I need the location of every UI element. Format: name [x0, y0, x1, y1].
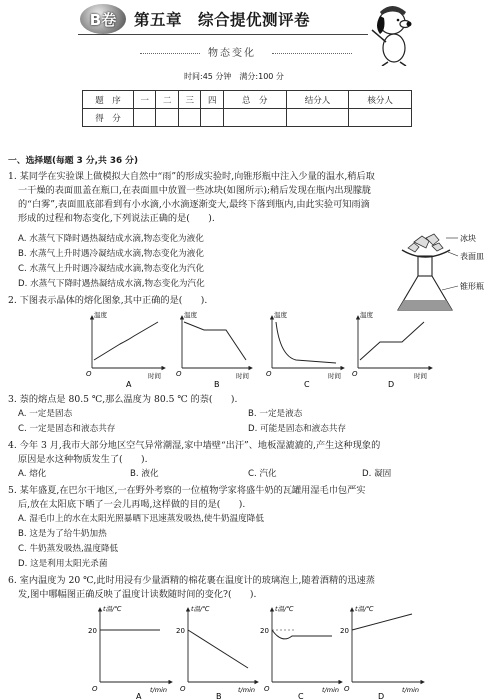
- score-input-scorer[interactable]: [286, 109, 349, 127]
- q5-option-b[interactable]: B. 这是为了给牛奶加热: [18, 529, 107, 539]
- label-watch-glass: 表面皿: [460, 252, 484, 261]
- q6-graph-d[interactable]: [340, 605, 424, 699]
- q2-stem: 2. 下图表示晶体的熔化图象,其中正确的是( ).: [8, 295, 208, 306]
- q2-d-curve: [360, 322, 424, 360]
- q2-a-xlabel: 时间: [148, 372, 161, 380]
- q2-d-letter: D: [388, 380, 395, 389]
- page-subtitle: 物态变化: [208, 48, 256, 59]
- score-input-1[interactable]: [134, 109, 156, 127]
- label-ice: 冰块: [460, 234, 476, 243]
- q2-a-origin: O: [86, 370, 92, 378]
- q6-line-2: 发,图中哪幅图正确反映了温度计读数随时间的变化?( ).: [18, 589, 257, 600]
- subtitle-dots-left: [140, 53, 200, 54]
- q2-d-xlabel: 时间: [414, 372, 427, 380]
- q2-d-origin: O: [352, 370, 358, 378]
- score-cell-checker: 核分人: [349, 91, 412, 109]
- q6-c-ylabel: t温/℃: [275, 605, 294, 613]
- q6-a-letter: A: [136, 692, 142, 699]
- score-cell-1: 一: [134, 91, 156, 109]
- q5-line-2: 后,放在太阳底下晒了一会儿再喝,这样做的目的是( ).: [18, 499, 246, 510]
- q5-line-1: 5. 某年盛夏,在巴尔干地区,一在野外考察的一位植物学家将盛牛奶的瓦罐用湿毛巾包严实: [8, 485, 366, 496]
- score-table: [82, 90, 412, 127]
- q5-option-d[interactable]: D. 这是利用太阳光杀菌: [18, 559, 108, 569]
- q2-a-curve: [94, 322, 158, 360]
- q4-option-c[interactable]: C. 汽化: [248, 469, 277, 479]
- q1-option-d[interactable]: D. 水蒸气下降时遇热凝结成水滴,物态变化为汽化: [18, 279, 205, 289]
- q4-option-d[interactable]: D. 凝固: [362, 469, 392, 479]
- q1-option-c[interactable]: C. 水蒸气上升时遇冷凝结成水滴,物态变化为汽化: [18, 264, 205, 274]
- q1-line-2: 一干燥的表面皿盖在瓶口,在表面皿中放置一些冰块(如图所示);稍后发现在瓶内出现朦胧: [18, 185, 372, 196]
- q6-graph-c[interactable]: [260, 605, 342, 699]
- score-cell-label: 题 序: [83, 91, 134, 109]
- q6-graphs: [0, 600, 491, 699]
- q6-a-ylabel: t温/℃: [103, 605, 122, 613]
- section-heading: 一、选择题(每题 3 分,共 36 分): [8, 156, 138, 166]
- q2-graphs: [0, 308, 491, 390]
- q3-option-d[interactable]: D. 可能是固态和液态共存: [248, 424, 347, 434]
- q2-b-origin: O: [176, 370, 182, 378]
- score-cell-scorer: 结分人: [286, 91, 349, 109]
- score-cell-3: 三: [178, 91, 200, 109]
- score-input-3[interactable]: [178, 109, 200, 127]
- score-row-label: 得 分: [83, 109, 134, 127]
- q6-b-xlabel: t/min: [238, 686, 255, 694]
- volume-badge: [80, 4, 126, 34]
- q1-line-3: 的“白雾”,表面皿底部看到有小水滴,小水滴逐渐变大,最终下落到瓶内,由此实验可知雨滴: [18, 199, 370, 210]
- q2-a-letter: A: [126, 380, 132, 389]
- snoopy-mascot-icon: [364, 0, 424, 66]
- q1-line-1: 1. 某同学在实验课上做模拟大自然中“雨”的形成实验时,向锥形瓶中注入少量的温水,稍后取: [8, 171, 375, 182]
- score-cell-total: 总 分: [223, 91, 286, 109]
- q6-c-tick: 20: [260, 627, 269, 635]
- q5-option-c[interactable]: C. 牛奶蒸发吸热,温度降低: [18, 544, 119, 554]
- q2-graph-c[interactable]: [266, 310, 344, 389]
- q2-c-origin: O: [266, 370, 272, 378]
- q2-graph-b[interactable]: [176, 310, 252, 389]
- q1-line-4: 形成的过程和物态变化,下列说法正确的是( ).: [18, 213, 215, 224]
- q1-flask-figure: [380, 228, 488, 320]
- q3-option-a[interactable]: A. 一定是固态: [18, 409, 73, 419]
- q3-option-b[interactable]: B. 一定是液态: [248, 409, 303, 419]
- q2-b-letter: B: [214, 380, 220, 389]
- q4-option-b[interactable]: B. 液化: [130, 469, 159, 479]
- q6-b-letter: B: [216, 692, 222, 699]
- q2-b-xlabel: 时间: [236, 372, 249, 380]
- q2-c-letter: C: [304, 380, 310, 389]
- q2-c-xlabel: 时间: [328, 372, 341, 380]
- q6-graph-a[interactable]: [88, 605, 172, 699]
- q2-b-ylabel: 温度: [184, 311, 197, 319]
- score-input-checker[interactable]: [349, 109, 412, 127]
- label-conical-flask: 锥形瓶: [460, 282, 484, 291]
- score-input-4[interactable]: [201, 109, 223, 127]
- q6-d-tick: 20: [340, 627, 349, 635]
- header-rule: [78, 34, 368, 35]
- score-cell-4: 四: [201, 91, 223, 109]
- q3-option-c[interactable]: C. 一定是固态和液态共存: [18, 424, 116, 434]
- q3-stem: 3. 萘的熔点是 80.5 ℃,那么温度为 80.5 ℃ 的萘( ).: [8, 394, 238, 405]
- q6-d-xlabel: t/min: [402, 686, 419, 694]
- q1-option-a[interactable]: A. 水蒸气下降时遇热凝结成水滴,物态变化为液化: [18, 234, 204, 244]
- score-cell-2: 二: [156, 91, 178, 109]
- q6-b-tick: 20: [176, 627, 185, 635]
- q6-d-letter: D: [378, 692, 385, 699]
- q2-graph-d[interactable]: [352, 310, 432, 389]
- exam-meta: 时间:45 分钟 满分:100 分: [184, 72, 284, 81]
- score-input-2[interactable]: [156, 109, 178, 127]
- q4-option-a[interactable]: A. 熔化: [18, 469, 47, 479]
- score-table-header-row: [83, 91, 412, 109]
- q6-d-ylabel: t温/℃: [355, 605, 374, 613]
- q2-a-ylabel: 温度: [94, 311, 107, 319]
- q1-option-b[interactable]: B. 水蒸气上升时遇冷凝结成水滴,物态变化为液化: [18, 249, 204, 259]
- q2-c-curve: [276, 322, 336, 363]
- q2-d-ylabel: 温度: [360, 311, 373, 319]
- q6-c-letter: C: [298, 692, 304, 699]
- flask-neck: [418, 256, 432, 276]
- score-input-total[interactable]: [223, 109, 286, 127]
- q4-line-1: 4. 今年 3 月,我市大部分地区空气异常潮湿,家中墙壁“出汗”、地板湿漉漉的,产生这种现象的: [8, 440, 381, 451]
- q6-b-ylabel: t温/℃: [191, 605, 210, 613]
- q2-c-ylabel: 温度: [274, 311, 287, 319]
- q6-a-origin: O: [92, 685, 98, 693]
- q2-graph-a[interactable]: [86, 310, 165, 389]
- volume-badge-label: B卷: [89, 10, 117, 29]
- q6-d-origin: O: [344, 685, 350, 693]
- score-table-score-row: [83, 109, 412, 127]
- q2-b-curve: [184, 322, 246, 360]
- page-title: 第五章 综合提优测评卷: [134, 11, 311, 29]
- q4-line-2: 原因是水这种物质发生了( ).: [18, 454, 148, 465]
- q6-c-origin: O: [264, 685, 270, 693]
- q6-line-1: 6. 室内温度为 20 ℃,此时用浸有少量酒精的棉花裹在温度计的玻璃泡上,随着酒精的迅速蒸: [8, 575, 375, 586]
- q6-a-tick: 20: [88, 627, 97, 635]
- q6-graph-b[interactable]: [176, 605, 258, 699]
- subtitle-dots-right: [272, 53, 352, 54]
- q6-c-xlabel: t/min: [322, 686, 339, 694]
- q6-b-origin: O: [180, 685, 186, 693]
- q5-option-a[interactable]: A. 湿毛巾上的水在太阳光照暴晒下迅速蒸发吸热,使牛奶温度降低: [18, 514, 264, 524]
- q6-a-xlabel: t/min: [150, 686, 167, 694]
- ice-cubes: [408, 234, 443, 252]
